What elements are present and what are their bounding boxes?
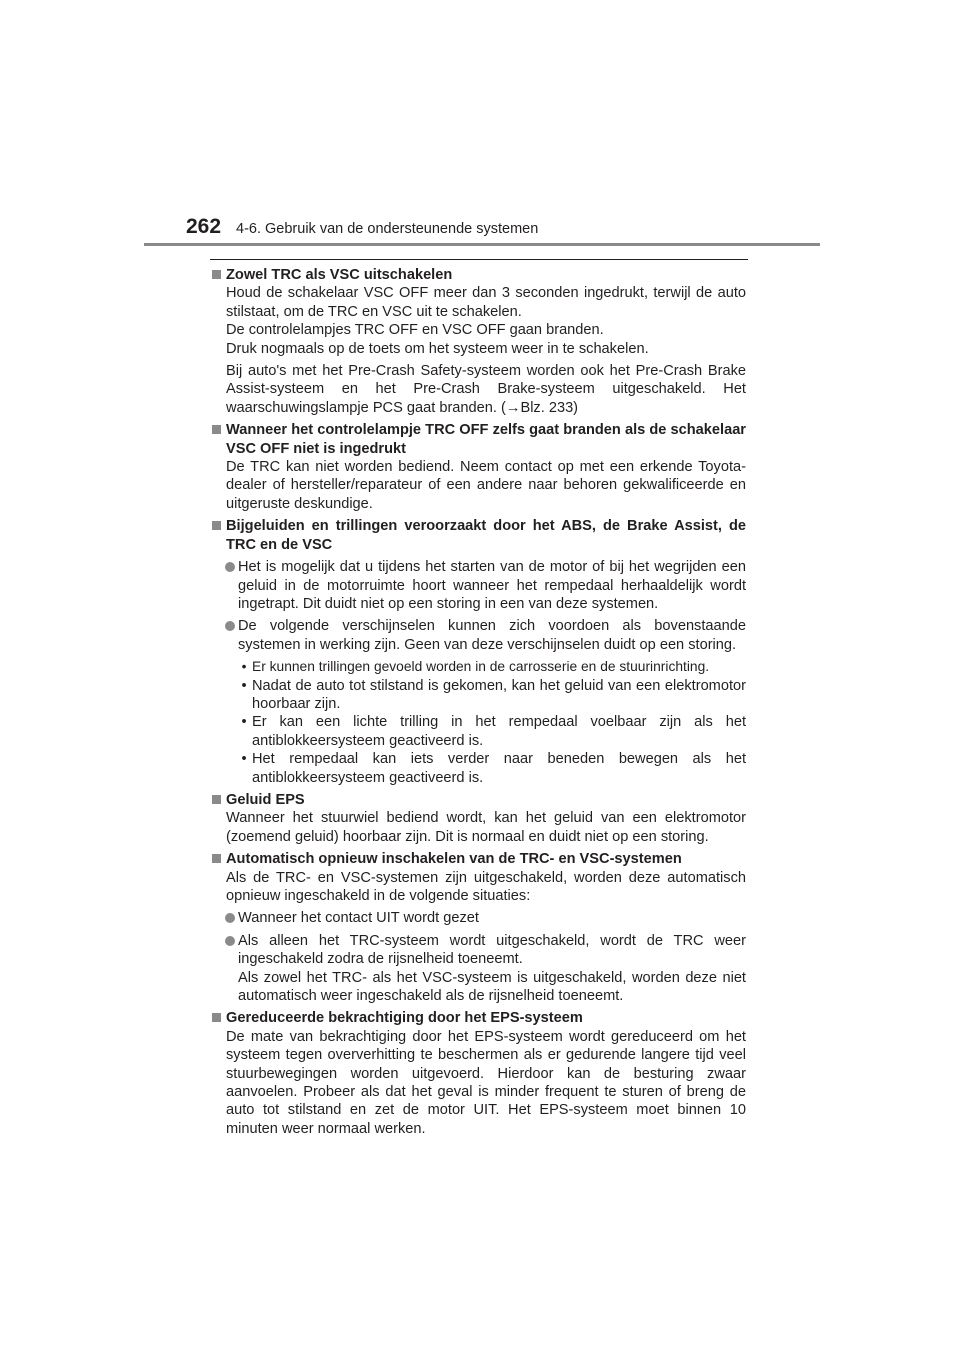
bullet-text: Er kan een lichte trilling in het rempedaal voelbaar zijn als het antiblokkeersysteem geactiveerd is.: [252, 714, 746, 749]
section-noises-vibrations: [212, 517, 746, 787]
section-paragraph: Als de TRC- en VSC-systemen zijn uitgeschakeld, worden deze automatisch opnieuw ingeschakeld in de volgende situaties:: [226, 869, 746, 904]
square-bullet-icon: [212, 521, 221, 530]
square-bullet-icon: [212, 1013, 221, 1022]
dot-bullet-icon: •: [241, 677, 247, 694]
section-eps-noise: [212, 791, 746, 846]
dot-bullet-icon: •: [241, 751, 247, 768]
section-auto-reactivation: [212, 850, 746, 1005]
section-paragraph: De controlelampjes TRC OFF en VSC OFF gaan branden.: [226, 322, 604, 339]
section-title: Geluid EPS: [226, 791, 305, 808]
section-title: Zowel TRC als VSC uitschakelen: [226, 267, 453, 283]
list-item-text: Wanneer het contact UIT wordt gezet: [238, 910, 479, 927]
header-divider: [144, 243, 820, 246]
list-item: [212, 909, 746, 927]
list-item-text: De volgende verschijnselen kunnen zich voordoen als bovenstaande systemen in werking zijn. Geen van deze verschijnselen duidt op een storing.: [238, 618, 746, 653]
section-title: Wanneer het controlelampje TRC OFF zelfs gaat branden als de schakelaar VSC OFF niet is ingedrukt: [226, 422, 746, 457]
bullet-item: [212, 677, 746, 714]
section-paragraph: Houd de schakelaar VSC OFF meer dan 3 seconden ingedrukt, terwijl de auto stilstaat, om de TRC en VSC uit te schakelen.: [226, 285, 746, 320]
circle-bullet-icon: [225, 913, 235, 923]
section-heading: [212, 850, 746, 868]
bullet-list: [212, 658, 746, 787]
list-item-continuation: Als zowel het TRC- als het VSC-systeem is uitgeschakeld, worden deze niet automatisch weer ingeschakeld als de rijsnelheid toeneemt.: [238, 969, 746, 1005]
section-title: Bijgeluiden en trillingen veroorzaakt door het ABS, de Brake Assist, de TRC en de VSC: [226, 518, 746, 553]
section-paragraph: Druk nogmaals op de toets om het systeem weer in te schakelen.: [226, 340, 649, 357]
list-item: [212, 558, 746, 613]
list-item-text: Als alleen het TRC-systeem wordt uitgeschakeld, wordt de TRC weer ingeschakeld zodra de rijsnelheid toeneemt.: [238, 932, 746, 968]
bullet-item: [212, 658, 746, 676]
list-item-text: Het is mogelijk dat u tijdens het starten van de motor of bij het wegrijden een geluid in de motorruimte hoort wanneer het rempedaal herhaaldelijk wordt ingetrapt. Dit duidt niet op een storing in een van deze systemen.: [238, 559, 746, 612]
section-heading: [212, 791, 746, 809]
section-heading: [212, 1009, 746, 1027]
section-heading: [212, 266, 746, 284]
chapter-title: 4-6. Gebruik van de ondersteunende systemen: [236, 221, 539, 237]
content-divider: [210, 259, 748, 260]
page-header: [0, 0, 960, 250]
section-title: Gereduceerde bekrachtiging door het EPS-systeem: [226, 1010, 583, 1027]
section-heading: [212, 421, 746, 458]
list-item: [212, 932, 746, 1006]
page-number: 262: [186, 215, 222, 238]
section-trc-vsc-off: [212, 266, 746, 417]
bullet-text: Nadat de auto tot stilstand is gekomen, kan het geluid van een elektromotor hoorbaar zijn.: [252, 677, 746, 712]
square-bullet-icon: [212, 425, 221, 434]
bullet-item: [212, 750, 746, 787]
section-paragraph: Bij auto's met het Pre-Crash Safety-systeem worden ook het Pre-Crash Brake Assist-systeem en het Pre-Crash Brake-systeem uitgeschakeld. Het waarschuwingslampje PCS gaat branden. (→Blz. 233): [226, 363, 746, 416]
dot-bullet-icon: •: [241, 659, 247, 675]
section-title: Automatisch opnieuw inschakelen van de TRC- en VSC-systemen: [226, 851, 682, 868]
circle-bullet-icon: [225, 936, 235, 946]
square-bullet-icon: [212, 270, 221, 279]
circle-bullet-icon: [225, 621, 235, 631]
section-reduced-assist: [212, 1009, 746, 1138]
section-paragraph: Wanneer het stuurwiel bediend wordt, kan het geluid van een elektromotor (zoemend geluid) hoorbaar zijn. Dit is normaal en duidt niet op een storing.: [226, 810, 746, 845]
section-heading: [212, 517, 746, 554]
square-bullet-icon: [212, 795, 221, 804]
section-trc-off-lamp: [212, 421, 746, 513]
bullet-text: Het rempedaal kan iets verder naar beneden bewegen als het antiblokkeersysteem geactiveerd is.: [252, 751, 746, 786]
page-content: [212, 266, 746, 1138]
dot-bullet-icon: •: [241, 714, 247, 731]
section-paragraph: De mate van bekrachtiging door het EPS-systeem wordt gereduceerd om het systeem tegen oververhitting te beschermen als er gedurende langere tijd veel stuurbewegingen worden uitgevoerd. Hierdoor kan de besturing zwaar aanvoelen. Probeer als dat het geval is minder frequent te sturen of breng de auto tot stilstand en zet de motor UIT. Het EPS-systeem moet binnen 10 minuten weer normaal werken.: [226, 1028, 746, 1137]
square-bullet-icon: [212, 854, 221, 863]
circle-bullet-icon: [225, 562, 235, 572]
section-paragraph: De TRC kan niet worden bediend. Neem contact op met een erkende Toyota-dealer of hersteller/reparateur of een andere naar behoren gekwalificeerde en uitgeruste deskundige.: [226, 459, 746, 512]
bullet-text: Er kunnen trillingen gevoeld worden in de carrosserie en de stuurinrichting.: [252, 659, 710, 675]
bullet-item: [212, 713, 746, 750]
list-item: [212, 617, 746, 654]
